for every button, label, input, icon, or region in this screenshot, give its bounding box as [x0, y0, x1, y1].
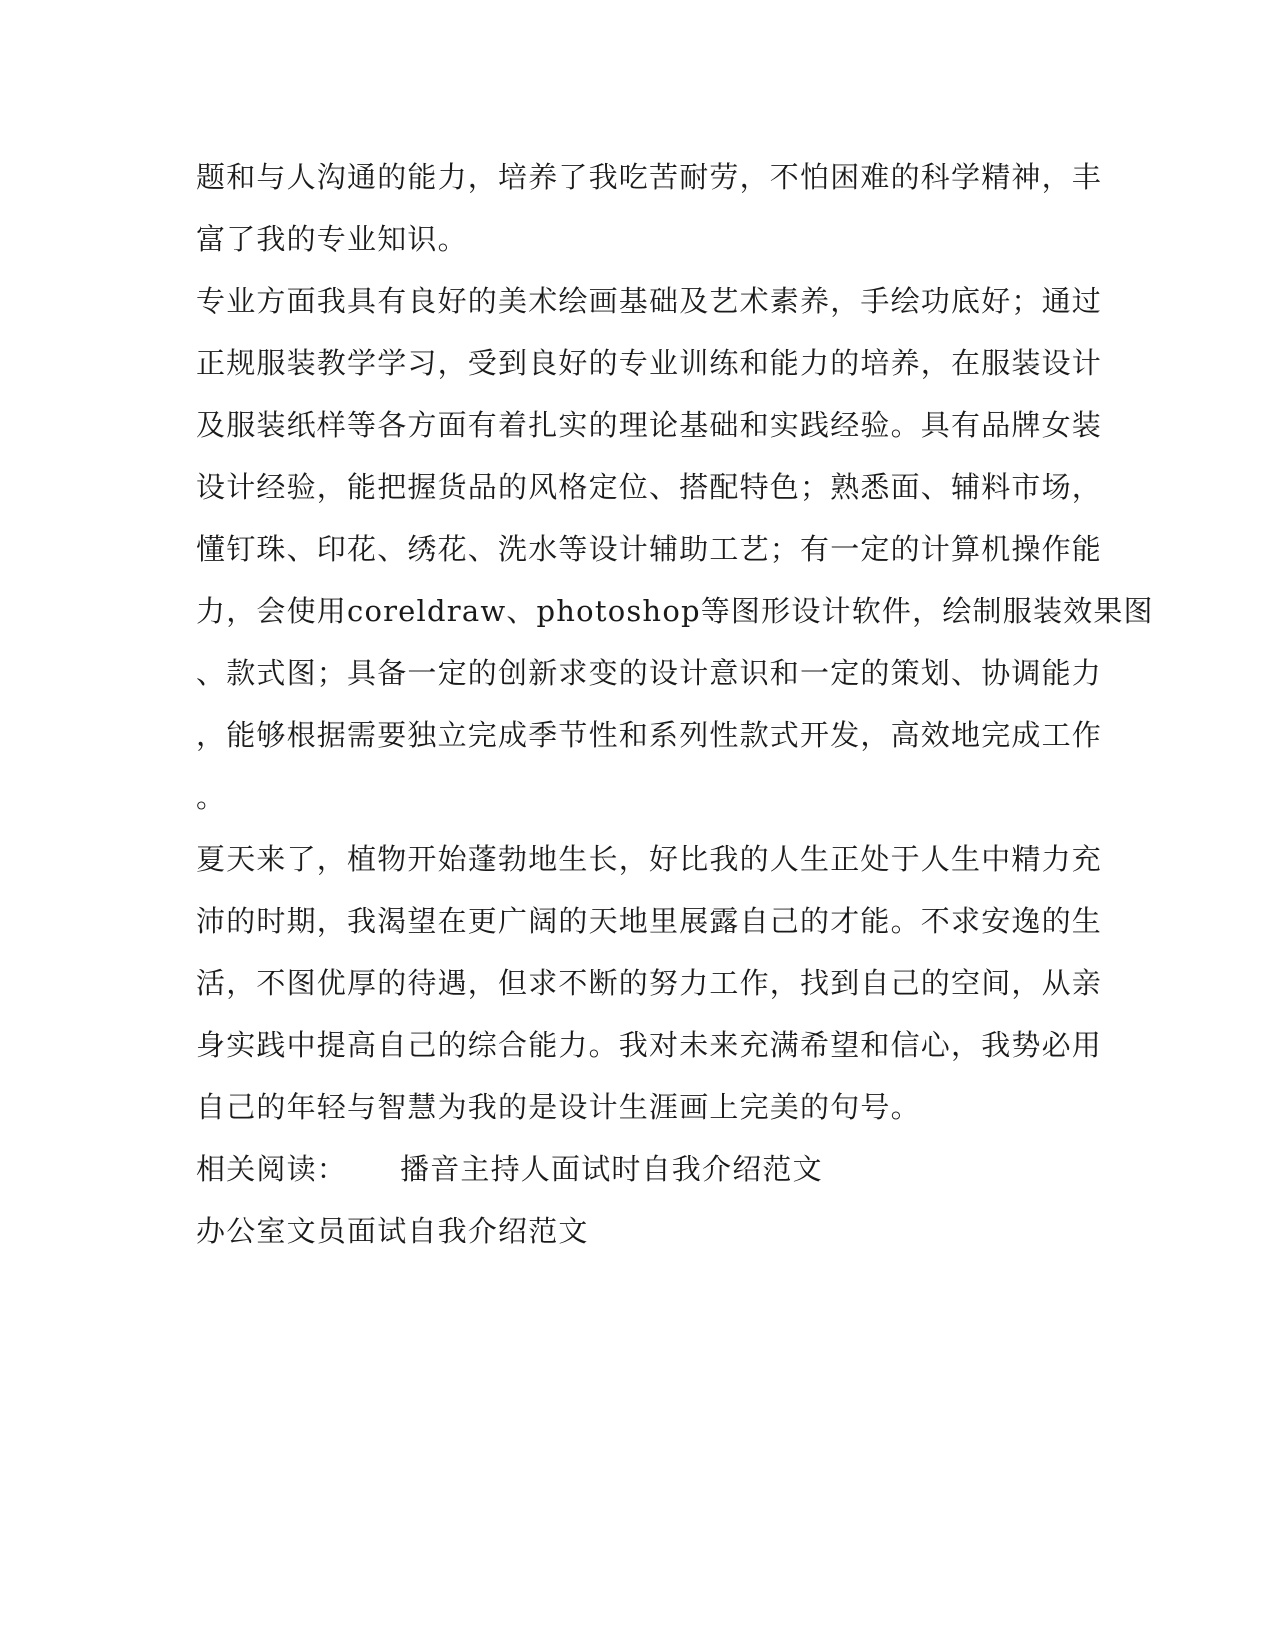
paragraph-2-line-1: 专业方面我具有良好的美术绘画基础及艺术素养，手绘功底好；通过: [196, 284, 1103, 318]
paragraph-3-line-3: 活，不图优厚的待遇，但求不断的努力工作，找到自己的空间，从亲: [196, 966, 1103, 1000]
paragraph-2-line-8: ，能够根据需要独立完成季节性和系列性款式开发，高效地完成工作: [196, 718, 1103, 752]
paragraph-1-line-1: 题和与人沟通的能力，培养了我吃苦耐劳，不怕困难的科学精神，丰: [196, 160, 1103, 194]
paragraph-2-line-7: 、款式图；具备一定的创新求变的设计意识和一定的策划、协调能力: [196, 656, 1103, 690]
paragraph-3-line-2: 沛的时期，我渴望在更广阔的天地里展露自己的才能。不求安逸的生: [196, 904, 1103, 938]
paragraph-1-line-2: 富了我的专业知识。: [196, 222, 468, 256]
paragraph-3-line-5: 自己的年轻与智慧为我的是设计生涯画上完美的句号。: [196, 1090, 921, 1124]
paragraph-2-line-3: 及服装纸样等各方面有着扎实的理论基础和实践经验。具有品牌女装: [196, 408, 1103, 442]
paragraph-3-line-1: 夏天来了，植物开始蓬勃地生长，好比我的人生正处于人生中精力充: [196, 842, 1103, 876]
related-link-office-clerk[interactable]: 办公室文员面试自我介绍范文: [196, 1214, 589, 1248]
paragraph-2-line-6: 力，会使用coreldraw、photoshop等图形设计软件，绘制服装效果图: [196, 594, 1154, 628]
paragraph-2-line-5: 懂钉珠、印花、绣花、洗水等设计辅助工艺；有一定的计算机操作能: [196, 532, 1103, 566]
related-reading-label: 相关阅读：: [196, 1152, 348, 1186]
paragraph-3-line-4: 身实践中提高自己的综合能力。我对未来充满希望和信心，我势必用: [196, 1028, 1103, 1062]
related-link-broadcast-host[interactable]: 播音主持人面试时自我介绍范文: [400, 1152, 823, 1186]
paragraph-2-line-4: 设计经验，能把握货品的风格定位、搭配特色；熟悉面、辅料市场，: [196, 470, 1103, 504]
paragraph-2-line-2: 正规服装教学学习，受到良好的专业训练和能力的培养，在服装设计: [196, 346, 1103, 380]
paragraph-2-line-9: 。: [196, 780, 227, 814]
